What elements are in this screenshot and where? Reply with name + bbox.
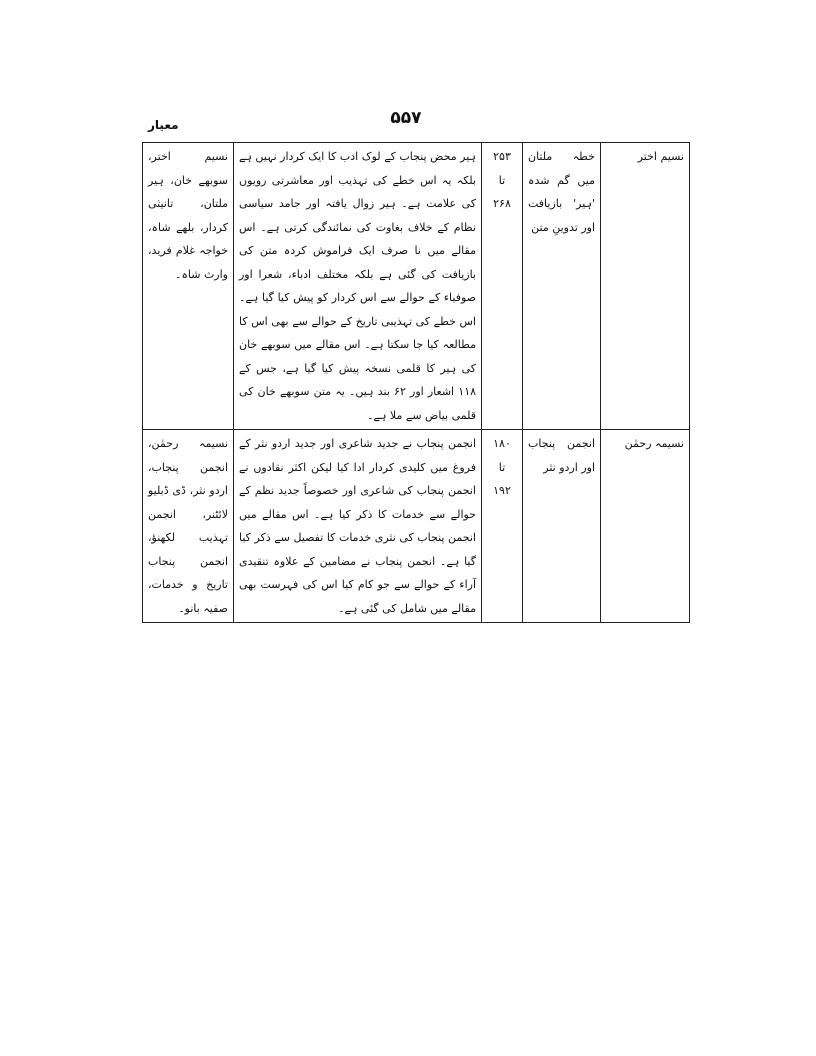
keywords-cell: نسیم اختر، سوبھے خان، ہیر ملتان، تانیثی کردار، بلھے شاہ، خواجہ غلام فرید، وارث شاہ۔ (143, 143, 234, 430)
page-number: ۵۵۷ (390, 108, 422, 128)
page-separator: تا (498, 460, 506, 474)
page-start: ۱۸۰ (493, 437, 511, 450)
summary-cell: انجمن پنجاب نے جدید شاعری اور جدید اردو نثر کے فروغ میں کلیدی کردار ادا کیا لیکن اکثر نقادوں نے انجمن پنجاب کی شاعری اور خصوصاً جدید نظم کے حوالے سے خدمات کا ذکر کیا ہے۔ اس مقالے میں انجمن پنجاب کی نثری خدمات کا تفصیل سے ذکر کیا گیا ہے۔ انجمن پنجاب نے مضامین کے علاوہ تنقیدی آراء کے حوالے سے جو کام کیا اس کی فہرست بھی مقالے میں شامل کی گئی ہے۔ (234, 430, 482, 623)
author-cell: نسیمہ رحمٰن (601, 430, 690, 623)
table-row (143, 430, 690, 623)
summary-cell: ہیر محض پنجاب کے لوک ادب کا ایک کردار نہیں ہے بلکہ یہ اس خطے کی تہذیب اور معاشرتی رویوں کی علامت ہے۔ ہیر زوال یافتہ اور جامد سیاسی نظام کے خلاف بغاوت کی نمائندگی کرتی ہے۔ اس مقالے میں نا صرف ایک فراموش کردہ متن کی بازیافت کی گئی ہے بلکہ مختلف ادباء، شعرا اور صوفیاء کے حوالے سے اس کردار کو پیش کیا گیا ہے۔ اس خطے کی تہذیبی تاریخ کے حوالے سے بھی اس کا مطالعہ کیا جا سکتا ہے۔ اس مقالے میں سوبھے خان کی ہیر کا قلمی نسخہ پیش کیا گیا ہے، جس کے ۱۱۸ اشعار اور ۶۲ بند ہیں۔ یہ متن سوبھے خان کی قلمی بیاض سے ملا ہے۔ (234, 143, 482, 430)
journal-name: معیار (148, 118, 179, 132)
page-end: ۲۶۸ (493, 197, 511, 210)
table-row (143, 143, 690, 430)
page-end: ۱۹۲ (493, 484, 511, 497)
pages-cell (482, 143, 523, 430)
author-cell: نسیم اختر (601, 143, 690, 430)
keywords-cell: نسیمہ رحمٰن، انجمن پنجاب، اردو نثر، ڈی ڈبلیو لائٹنر، انجمن تہذیب لکھنؤ، انجمن پنجاب تاریخ و خدمات، صفیہ بانو۔ (143, 430, 234, 623)
pages-cell (482, 430, 523, 623)
title-cell: انجمن پنجاب اور اردو نثر (523, 430, 601, 623)
title-cell: خطہ ملتان میں گم شدہ 'ہیر' بازیافت اور تدوینِ متن (523, 143, 601, 430)
article-index-table (142, 142, 690, 623)
page-separator: تا (498, 173, 506, 187)
page-start: ۲۵۳ (493, 150, 511, 163)
